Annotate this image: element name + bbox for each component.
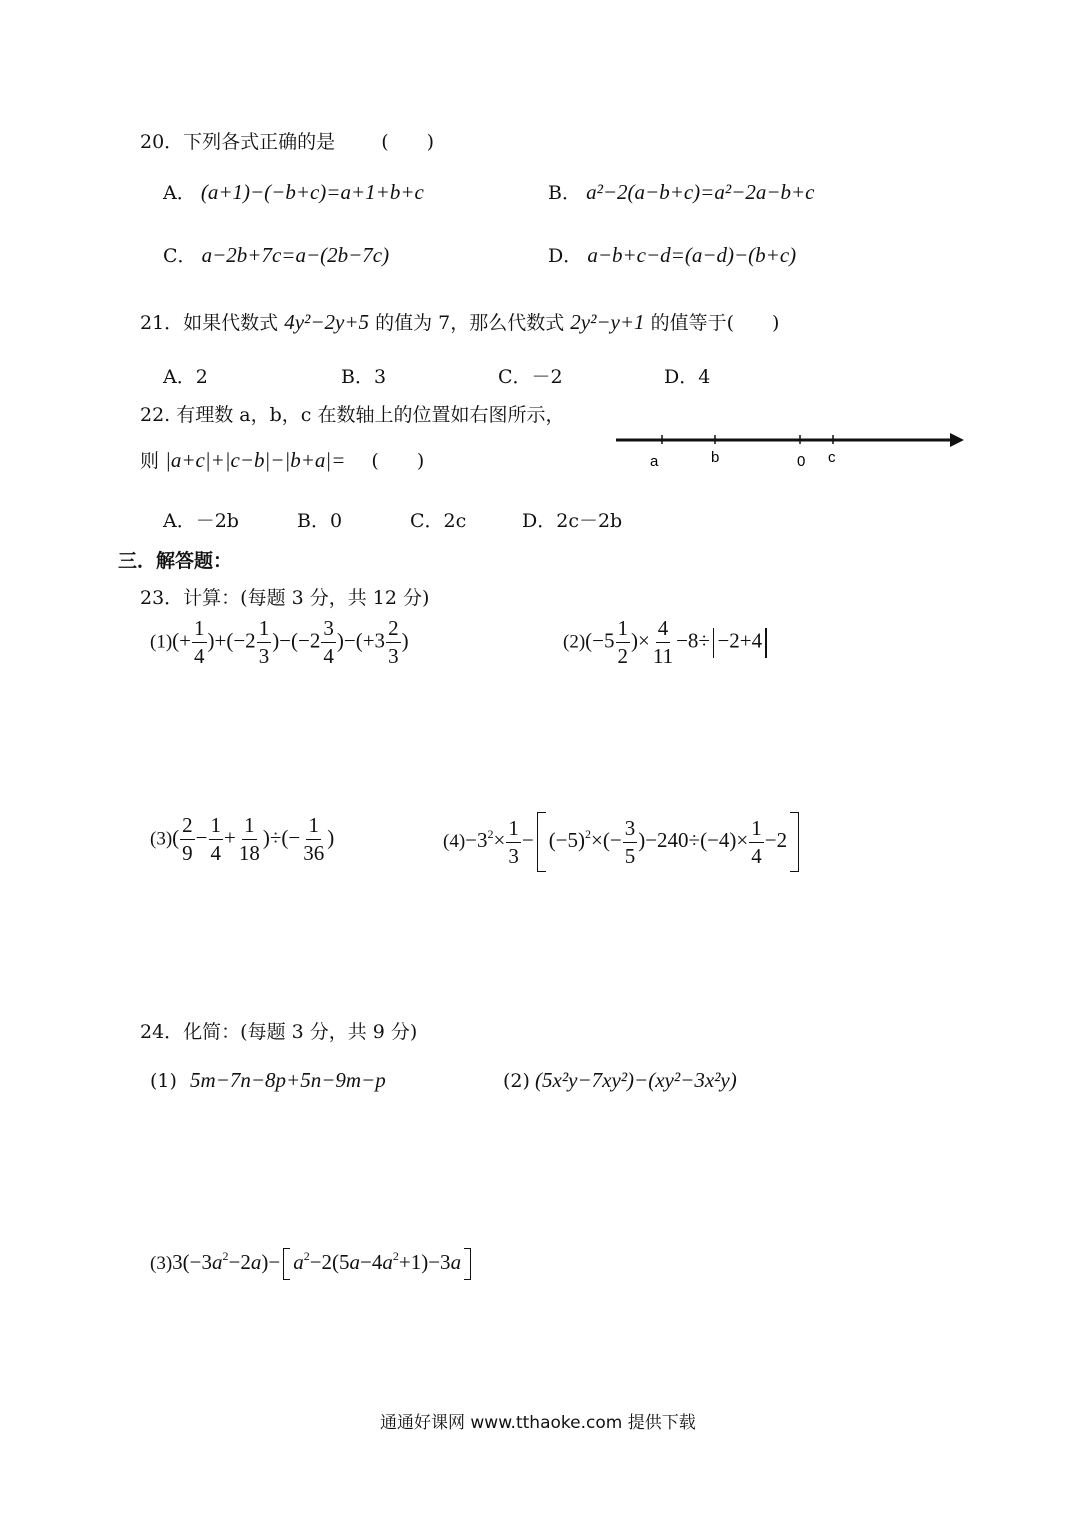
q20-a-expression: (a+1)−(−b+c)=a+1+b+c — [200, 180, 424, 204]
q20-option-c[interactable]: C． a−2b+7c=a−(2b−7c) — [163, 243, 390, 267]
q21-stem: 21．如果代数式 4y²−2y+5 的值为 7，那么代数式 2y²−y+1 的值等于( ) — [140, 310, 780, 334]
q22-option-d[interactable]: D．2c－2b — [522, 510, 623, 532]
q23-part-1: (1)(+ $\frac{1}{4}$ )+(−2 $\frac{1}{3}$ )−(−2 $\frac{3}{4}$ )−(+3 $\frac{2}{3}$ ) — [150, 616, 409, 668]
q24-part-3: $(3)3(-3a^2-2a)- a^2-2(5a-4a^2+1)-3a$ — [150, 1248, 474, 1280]
q22-expression-line: 则 |a+c|+|c−b|−|b+a|= ( ) — [140, 448, 425, 472]
q21-option-d[interactable]: D．4 — [664, 366, 711, 388]
q20-b-expression: a²−2(a−b+c)=a²−2a−b+c — [586, 180, 815, 204]
q20-stem: 20．下列各式正确的是 ( ) — [140, 131, 435, 153]
q20-option-a[interactable]: A． (a+1)−(−b+c)=a+1+b+c — [163, 180, 424, 204]
q22-expression: |a+c|+|c−b|−|b+a|= — [165, 448, 346, 472]
q23-part-2: (2)(−5 $\frac{1}{2}$ )× $\frac{4}{11}$ −8÷ −2+4 — [563, 618, 770, 667]
q20-d-expression: a−b+c−d=(a−d)−(b+c) — [587, 243, 797, 267]
q22-option-a[interactable]: A．－2b — [163, 510, 239, 532]
q22-option-b[interactable]: B．0 — [297, 510, 343, 532]
q22-option-c[interactable]: C．2c — [410, 510, 467, 532]
q20-option-b[interactable]: B． a²−2(a−b+c)=a²−2a−b+c — [548, 180, 815, 204]
label-b: b — [711, 449, 720, 466]
q20-option-d[interactable]: D． a−b+c−d=(a−d)−(b+c) — [548, 243, 797, 267]
q24-part-1: (1) 5m−7n−8p+5n−9m−p — [150, 1068, 386, 1092]
footer: 通通好课网 www.tthaoke.com 提供下载 — [380, 1413, 696, 1433]
q22-stem: 22. 有理数 a，b，c 在数轴上的位置如右图所示， — [140, 404, 565, 426]
q21-option-b[interactable]: B．3 — [341, 366, 387, 388]
label-0: 0 — [797, 453, 806, 470]
label-c: c — [828, 449, 836, 466]
section-title: 三．解答题： — [118, 550, 233, 572]
label-a: a — [650, 453, 659, 470]
q23-stem: 23．计算：(每题 3 分，共 12 分) — [140, 587, 430, 609]
number-line — [610, 428, 970, 478]
q23-part-3: (3)( $\frac{2}{9}$ − $\frac{1}{4}$ + $\frac{1}{18}$ )÷(− $\frac{1}{36}$ ) — [150, 813, 335, 865]
q21-expression-1: 4y²−2y+5 — [284, 310, 370, 334]
q21-expression-2: 2y²−y+1 — [570, 310, 645, 334]
q24-stem: 24．化简：(每题 3 分，共 9 分) — [140, 1021, 418, 1043]
q23-part-4: $(4)-3^2\times$ $\frac{1}{3}$ − $(-5)^2\times(-$ $\frac{3}{5}$ )−240÷(−4)× $\frac{1}{4}$ −2 — [443, 812, 802, 872]
q21-option-c[interactable]: C．－2 — [498, 366, 563, 388]
number-line-arrow-icon — [950, 433, 964, 447]
q20-c-expression: a−2b+7c=a−(2b−7c) — [201, 243, 390, 267]
q24-part-2: (2) (5x²y−7xy²)−(xy²−3x²y) — [503, 1068, 737, 1092]
q21-option-a[interactable]: A．2 — [163, 366, 208, 388]
